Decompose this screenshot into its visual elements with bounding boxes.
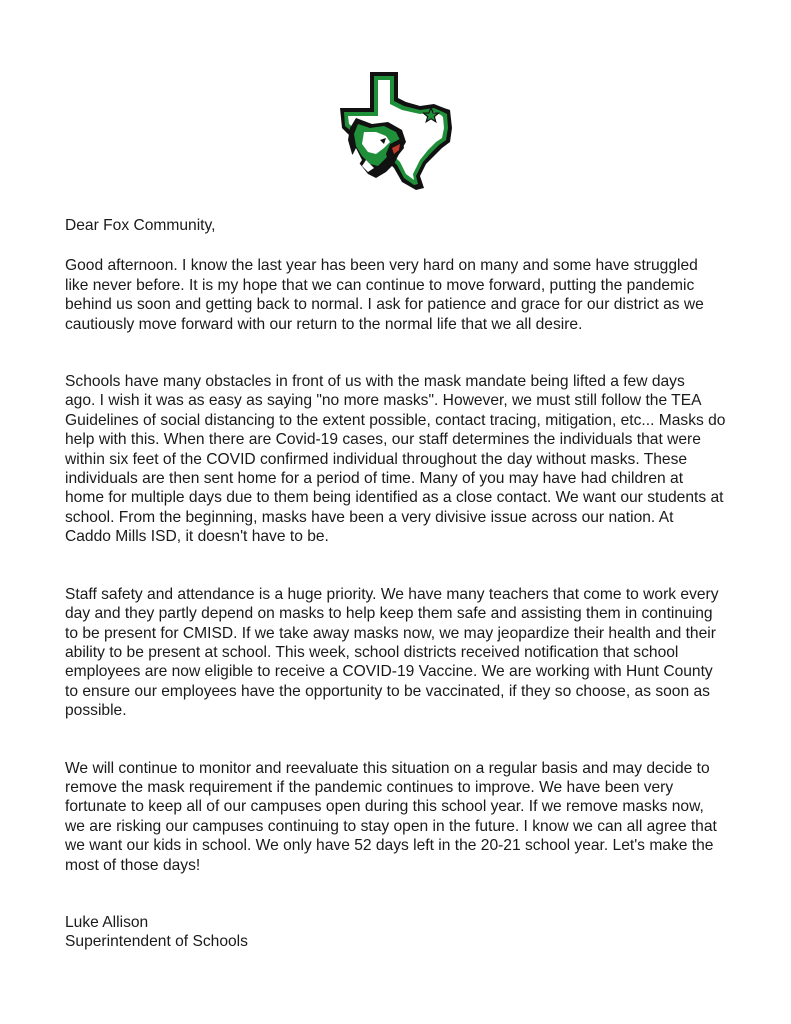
- text-line: ago. I wish it was as easy as saying "no more masks". However, we must still follow the TEA: [65, 392, 702, 410]
- text-line: day and they partly depend on masks to help keep them safe and assisting them in continuing: [65, 605, 713, 623]
- text-line: ability to be present at school. This week, school districts received notification that school: [65, 643, 679, 661]
- text-line: help with this. When there are Covid-19 cases, our staff determines the individuals that were: [65, 431, 701, 449]
- text-line: individuals are then sent home for a period of time. Many of you may have had children at: [65, 470, 684, 488]
- text-line: within six feet of the COVID confirmed individual throughout the day without masks. These: [65, 450, 688, 468]
- text-line: Caddo Mills ISD, it doesn't have to be.: [65, 528, 329, 546]
- text-line: we want our kids in school. We only have 52 days left in the 20-21 school year. Let's make the: [65, 837, 714, 855]
- text-line: like never before. It is my hope that we can continue to move forward, putting the pandemic: [65, 276, 695, 294]
- text-line: employees are now eligible to receive a COVID-19 Vaccine. We are working with Hunt County: [65, 663, 713, 681]
- text-line: Schools have many obstacles in front of us with the mask mandate being lifted a few days: [65, 373, 685, 391]
- paragraph-2: [65, 372, 745, 547]
- text-line: to be present for CMISD. If we take away masks now, we may jeopardize their health and their: [65, 624, 716, 642]
- signature-name: Luke Allison: [65, 913, 149, 931]
- paragraph-3: [65, 585, 745, 721]
- text-line: Staff safety and attendance is a huge priority. We have many teachers that come to work every: [65, 585, 719, 603]
- text-line: cautiously move forward with our return to the normal life that we all desire.: [65, 315, 583, 333]
- text-line: we are risking our campuses continuing to stay open in the future. I know we can all agree that: [65, 817, 717, 835]
- signature-block: [65, 913, 745, 952]
- texas-fox-mascot-logo: [336, 68, 460, 194]
- greeting: Dear Fox Community,: [65, 217, 216, 234]
- text-line: behind us soon and getting back to normal. I ask for patience and grace for our district as we: [65, 296, 704, 314]
- text-line: Guidelines of social distancing to the extent possible, contact tracing, mitigation, etc... Masks do: [65, 411, 726, 429]
- text-line: to ensure our employees have the opportunity to be vaccinated, if they so choose, as soon as: [65, 682, 710, 700]
- text-line: remove the mask requirement if the pandemic continues to improve. We have been very: [65, 778, 674, 796]
- signature-title: Superintendent of Schools: [65, 933, 248, 951]
- text-line: school. From the beginning, masks have been a very divisive issue across our nation. At: [65, 508, 674, 526]
- text-line: possible.: [65, 702, 127, 720]
- text-line: We will continue to monitor and reevaluate this situation on a regular basis and may decide to: [65, 759, 710, 777]
- text-line: home for multiple days due to them being identified as a close contact. We want our students at: [65, 489, 724, 507]
- text-line: Good afternoon. I know the last year has been very hard on many and some have struggled: [65, 257, 698, 275]
- paragraph-1: [65, 256, 745, 334]
- text-line: fortunate to keep all of our campuses open during this school year. If we remove masks now,: [65, 798, 704, 816]
- paragraph-4: [65, 759, 745, 875]
- text-line: most of those days!: [65, 856, 201, 874]
- letter-body: [65, 216, 745, 952]
